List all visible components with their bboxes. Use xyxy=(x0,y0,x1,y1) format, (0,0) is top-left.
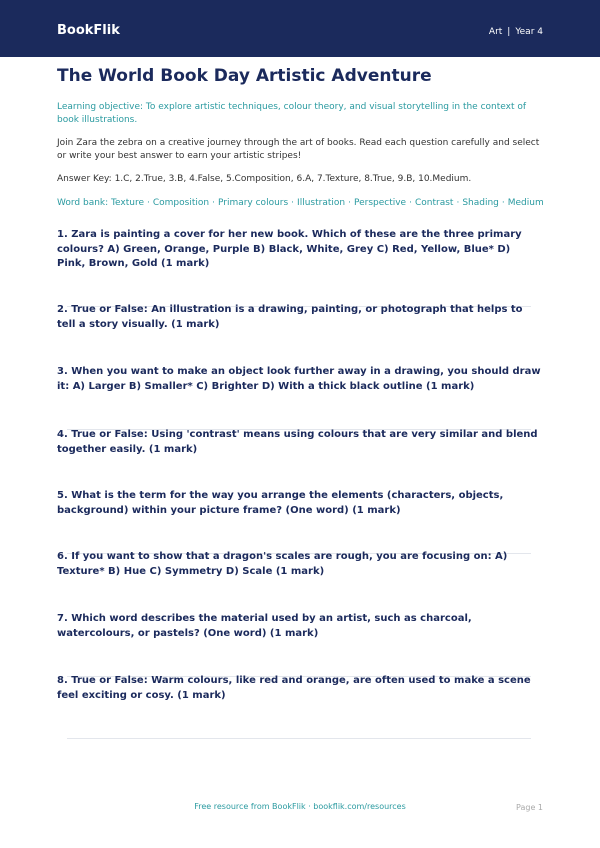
question-1: 1. Zara is painting a cover for her new book. Which of these are the three primary colours? A) Green, Orange, Purple B) Black, White, Grey C) Red, Yellow, Blue* D) Pink, Brown, Gold (1 mark) xyxy=(57,229,522,269)
word-separator: · xyxy=(456,198,460,208)
word-bank-word: Texture xyxy=(111,198,144,208)
word-bank-word: Contrast xyxy=(414,198,454,208)
word-bank xyxy=(57,197,557,210)
word-bank-word: Composition xyxy=(152,198,210,208)
brand-logo[interactable]: BookFlik xyxy=(57,23,120,38)
question-2: 2. True or False: An illustration is a drawing, painting, or photograph that helps to tell a story visually. (1 mark) xyxy=(57,304,523,330)
page-title: The World Book Day Artistic Adventure xyxy=(57,66,432,86)
word-separator: · xyxy=(348,198,351,208)
question-7: 7. Which word describes the material used by an artist, such as charcoal, watercolours, or pastels? (One word) (1 mark) xyxy=(57,613,472,639)
meta-separator: | xyxy=(507,27,511,37)
word-separator: · xyxy=(501,198,505,208)
page-header xyxy=(0,0,600,57)
word-bank-word: Medium xyxy=(507,198,544,208)
word-separator: · xyxy=(409,198,412,208)
subject-year-label xyxy=(489,27,543,37)
question-4: 4. True or False: Using 'contrast' means using colours that are very similar and blend together easily. (1 mark) xyxy=(57,429,538,455)
question-8: 8. True or False: Warm colours, like red and orange, are often used to make a scene feel exciting or cosy. (1 mark) xyxy=(57,675,531,701)
word-bank-label: Word bank: xyxy=(57,198,109,208)
word-bank-word: Primary colours xyxy=(217,198,289,208)
word-separator: · xyxy=(291,198,295,208)
footer-resource-link[interactable]: Free resource from BookFlik · bookflik.com/resources xyxy=(194,802,406,811)
page-number: Page 1 xyxy=(516,803,543,812)
word-bank-word: Perspective xyxy=(353,198,407,208)
answer-line[interactable] xyxy=(67,738,531,739)
word-separator: · xyxy=(212,198,215,208)
word-bank-word: Illustration xyxy=(297,198,346,208)
subject-label: Art xyxy=(488,27,503,37)
word-separator: · xyxy=(147,198,150,208)
word-bank-word: Shading xyxy=(462,198,499,208)
learning-objective: Learning objective: To explore artistic techniques, colour theory, and visual storytelling in the context of book illustrations. xyxy=(57,102,527,125)
question-6: 6. If you want to show that a dragon's scales are rough, you are focusing on: A) Texture* B) Hue C) Symmetry D) Scale (1 mark) xyxy=(57,551,508,577)
year-label: Year 4 xyxy=(515,27,543,37)
question-5: 5. What is the term for the way you arrange the elements (characters, objects, background) within your picture frame? (One word) (1 mark) xyxy=(57,490,504,516)
question-3: 3. When you want to make an object look further away in a drawing, you should draw it: A) Larger B) Smaller* C) Brighter D) With a thick black outline (1 mark) xyxy=(57,366,541,392)
intro-text: Join Zara the zebra on a creative journey through the art of books. Read each question carefully and select or write your best answer to earn your artistic stripes! xyxy=(57,138,540,161)
answer-key: Answer Key: 1.C, 2.True, 3.B, 4.False, 5.Composition, 6.A, 7.Texture, 8.True, 9.B, 10.Medium. xyxy=(57,174,472,184)
